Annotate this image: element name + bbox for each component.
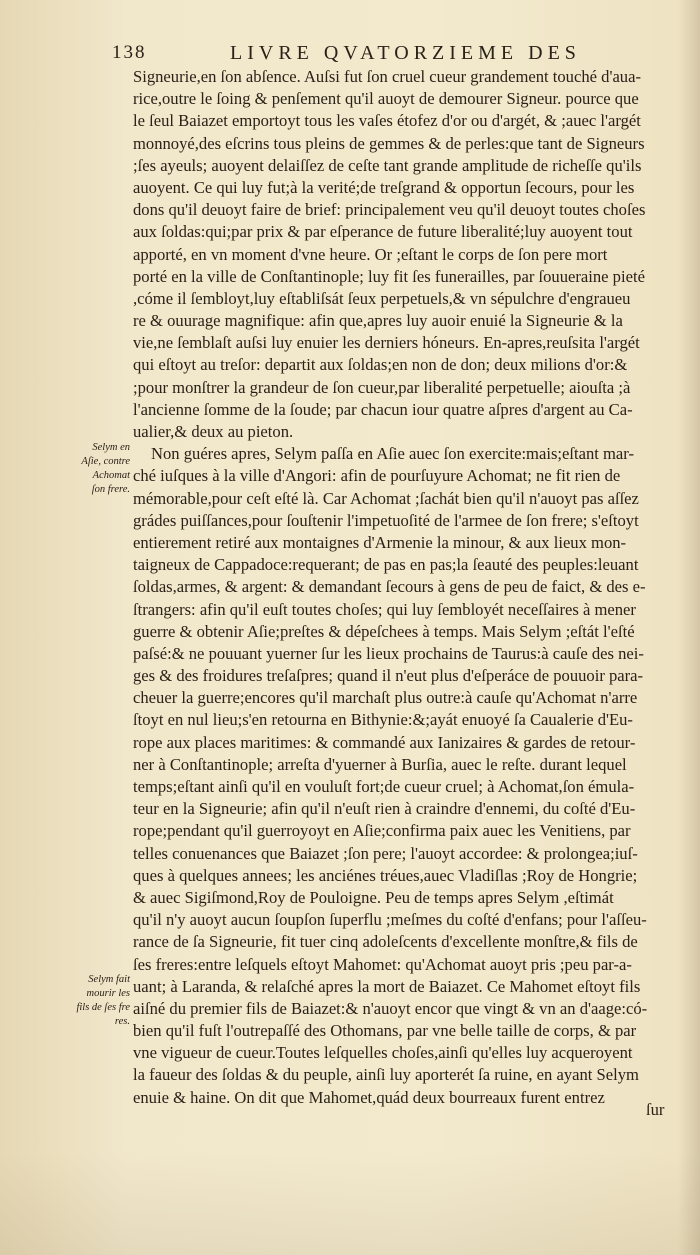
text-line: ,cóme il ſembloyt,luy eſtabliſsát ſeux perpetuels,& vn sépulchre d'engraueu — [133, 288, 631, 308]
text-line: ner à Conſtantinople; arreſta d'yuerner à Burſia, auec le reſte. durant lequel — [133, 754, 627, 774]
text-line: paſsé:& ne pouuant yuerner ſur les lieux prochains de Taurus:à cauſe des nei- — [133, 643, 644, 663]
text-line: apporté, en vn moment d'vne heure. Or ;eſtant le corps de ſon pere mort — [133, 244, 608, 264]
text-line: ualier,& deux au pieton. — [133, 422, 294, 441]
text-line: temps;eſtant ainſi qu'il en vouluſt fort;de cueur cruel; à Achomat,ſon émula- — [133, 777, 635, 796]
text-line: qu'il n'y auoyt aucun ſoupſon ſuperflu ;meſmes du coſté d'enfans; pour l'aſſeu- — [133, 910, 647, 930]
text-line: rope;pendant qu'il guerroyoyt en Aſie;confirma paix auec les Venitiens, par — [133, 821, 631, 841]
marginal-note-line: res. — [114, 1016, 130, 1027]
text-line: le ſeul Baiazet emportoyt tous les vaſes étofez d'or ou d'argét, & ;auec l'argét — [133, 111, 641, 131]
text-line: qui eſtoyt au treſor: departit aux ſoldas;en non de don; deux milions d'or:& — [133, 355, 628, 375]
text-line: Signeurie,en ſon abſence. Auſsi fut ſon cruel cueur grandement touché d'aua- — [133, 67, 641, 86]
text-line: aux ſoldas:qui;par prix & par eſperance de future liberalité;luy auoyent tout — [133, 222, 633, 242]
text-line: ſtoyt en nul lieu;s'en retourna en Bithynie:&;ayát enuoyé ſa Caualerie d'Eu- — [133, 710, 633, 730]
text-line: rance de ſa Signeurie, fit tuer cinq adoleſcents d'excellente monſtre,& fils de — [133, 932, 638, 952]
text-line: ſoldas,armes, & argent: & demandant ſecours à gens de peu de faict, & des e- — [133, 577, 646, 597]
text-line: telles conuenances que Baiazet ;ſon pere; l'auoyt accordee: & prolongea;iuſ- — [133, 843, 638, 863]
marginal-note-line: Achomat — [92, 470, 130, 481]
text-line: rope aux places maritimes: & commandé aux Ianizaires & gardes de retour- — [133, 732, 636, 752]
text-line: Non guéres apres, Selym paſſa en Aſie auec ſon exercite:mais;eſtant mar- — [151, 444, 635, 464]
text-line: ſes freres:entre leſquels eſtoyt Mahomet: qu'Achomat auoyt pris ;peu par-a- — [133, 954, 632, 974]
text-line: ques à quelques annees; les anciénes tréues,auec Vladiſlas ;Roy de Hongrie; — [133, 865, 638, 885]
text-line: uant; à Laranda, & relaſché apres la mort de Baiazet. Ce Mahomet eſtoyt fils — [133, 976, 641, 996]
marginal-note-line: Selym fait — [88, 974, 130, 985]
text-line: entierement retiré aux montaignes d'Armenie la minour, & aux lieux mon- — [133, 532, 627, 552]
page-number: 138 — [112, 42, 147, 63]
text-line: vie,ne ſemblaſt auſsi luy enuier les derniers hóneurs. En-apres,reuſsita l'argét — [133, 333, 640, 353]
text-line: grádes puiſſances,pour ſouſtenir l'impetuoſité de l'armee de ſon frere; s'eſtoyt — [133, 510, 639, 530]
running-head: LIVRE QVATORZIEME DES — [230, 42, 581, 64]
text-line: taigneux de Cappadoce:requerant; de pas en pas;la ſeauté des peuples:leuant — [133, 555, 639, 575]
marginal-note-line: Selym en — [92, 442, 130, 453]
text-line: aiſné du premier fils de Baiazet:& n'auoyt encor que vingt & vn an d'aage:có- — [133, 998, 648, 1018]
text-line: ché iuſques à la ville d'Angori: afin de pourſuyure Achomat; ne fit rien de — [133, 466, 621, 486]
marginal-note-line: Aſie, contre — [81, 456, 130, 467]
text-line: porté en la ville de Conſtantinople; luy fit ſes funerailles, par ſouueraine pieté — [133, 266, 645, 286]
marginal-note-line: mourir les — [86, 988, 130, 999]
marginal-note-selym-fait-mourir — [46, 973, 130, 1029]
marginal-note-line: fils de ſes fre — [76, 1002, 130, 1013]
marginal-note-line: ſon frere. — [91, 484, 130, 495]
text-line: dons qu'il deuoyt faire de brief: principalement veu qu'il deuoyt toutes choſes — [133, 200, 646, 220]
text-line: guerre & obtenir Aſie;preſtes & dépeſchees à temps. Mais Selym ;eſtát l'eſté — [133, 621, 635, 641]
body-text — [133, 66, 683, 1109]
text-line: ;ſes ayeuls; auoyent delaiſſez de ceſte tant grande amplitude de richeſſe qu'ils — [133, 155, 642, 175]
page-header — [112, 42, 672, 68]
text-line: ges & des froidures treſaſpres; quand il n'eut plus d'eſperáce de pouuoir para- — [133, 666, 644, 686]
text-line: la faueur des ſoldas & du peuple, ainſi luy aporterét ſa ruine, en ayant Selym — [133, 1065, 639, 1085]
text-line: monnoyé,des eſcrins tous pleins de gemmes & de perles:que tant de Signeurs — [133, 133, 645, 153]
text-line: ;pour monſtrer la grandeur de ſon cueur,par liberalité perpetuelle; aiouſta ;à — [133, 377, 631, 397]
text-line: l'ancienne ſomme de la ſoude; par chacun iour quatre aſpres d'argent au Ca- — [133, 399, 633, 419]
text-line: enuie & haine. On dit que Mahomet,quád deux bourreaux furent entrez — [133, 1087, 605, 1107]
marginal-note-selym-en-asie — [46, 441, 130, 497]
text-line: mémorable,pour ceſt eſté là. Car Achomat ;ſachát bien qu'il n'auoyt pas aſſez — [133, 488, 639, 508]
text-line: bien qu'il fuſt l'outrepaſſé des Othomans, par vne belle taille de corps, & par — [133, 1021, 637, 1041]
text-line: teur en la Signeurie; afin qu'il n'euſt rien à craindre d'ennemi, du coſté d'Eu- — [133, 799, 636, 819]
text-line: & auec Sigiſmond,Roy de Pouloigne. Peu de temps apres Selym ,eſtimát — [133, 887, 614, 907]
catchword: ſur — [646, 1100, 665, 1119]
text-line: auoyent. Ce qui luy fut;à la verité;de treſgrand & opportun ſecours, pour les — [133, 177, 635, 197]
text-line: cheuer la guerre;encores qu'il marchaſt plus outre:à cauſe qu'Achomat n'arre — [133, 688, 638, 708]
text-line: vne vigueur de cueur.Toutes leſquelles choſes,ainſi qu'elles luy acqueroyent — [133, 1043, 633, 1063]
text-line: ſtrangers: afin qu'il euſt toutes choſes; qui luy ſembloyét neceſſaires à mener — [133, 599, 636, 619]
text-line: rice,outre le ſoing & penſement qu'il auoyt de demourer Signeur. pource que — [133, 89, 639, 109]
text-line: re & ouurage magnifique: afin que,apres luy auoir enuié la Signeurie & la — [133, 311, 623, 331]
page-bottom-shade — [0, 1150, 700, 1255]
